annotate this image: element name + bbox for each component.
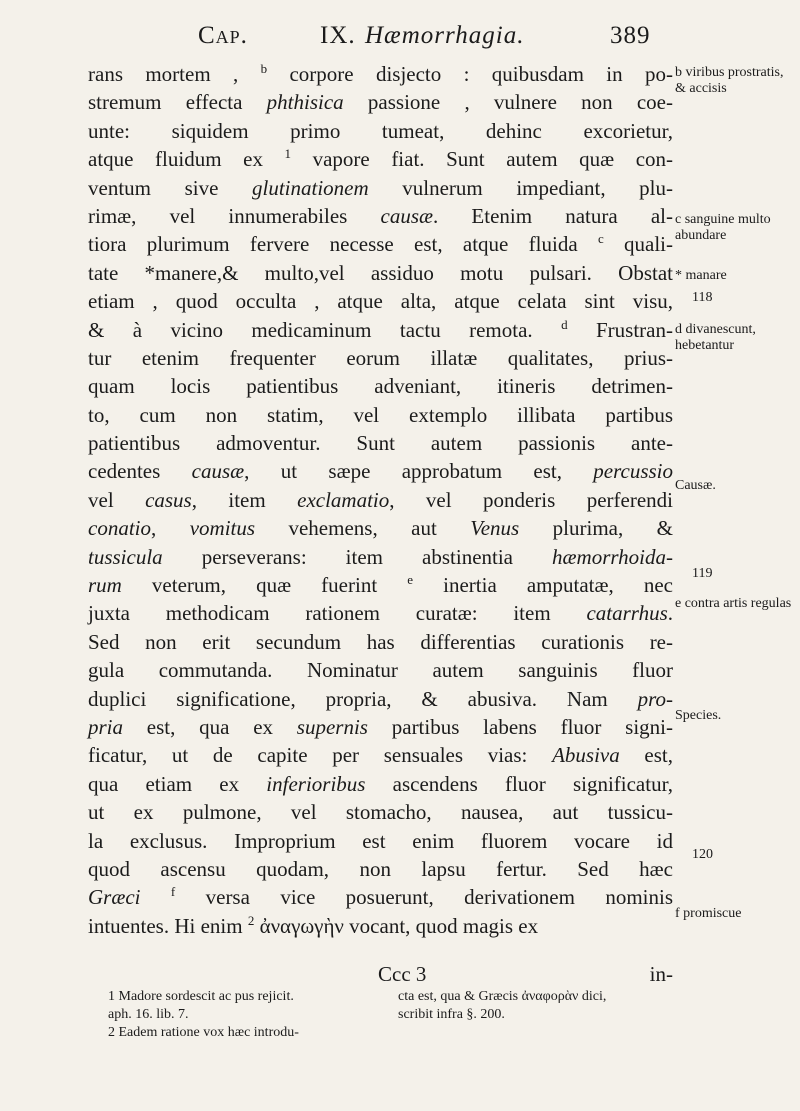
text-run: Abusiva <box>552 743 620 768</box>
text-line <box>88 60 673 88</box>
text-run: tate *manere,& multo,vel assiduo motu pulsari. Obstat <box>88 260 673 285</box>
text-run: . <box>667 601 673 626</box>
text-line <box>88 259 673 287</box>
text-run: qua etiam ex <box>88 771 267 796</box>
text-run: Græci <box>88 885 141 910</box>
text-line <box>88 457 673 485</box>
note-marker: e <box>407 572 414 588</box>
text-line <box>88 685 673 713</box>
text-run: , vel ponderis perferendi <box>389 487 673 512</box>
text-run: atque fluidum ex <box>88 147 285 172</box>
text-line <box>88 827 673 855</box>
text-line <box>88 316 673 344</box>
margin-note: c sanguine multo abundare <box>675 212 771 243</box>
text-line <box>88 174 673 202</box>
text-run: pro- <box>637 686 673 711</box>
text-line <box>88 543 673 571</box>
text-run: Venus <box>470 516 520 541</box>
text-run: tussicula <box>88 544 163 569</box>
main-text <box>88 60 673 940</box>
text-run: corpore disjecto : quibusdam in po- <box>267 62 673 86</box>
margin-section-number: 119 <box>692 566 713 581</box>
text-line <box>88 713 673 741</box>
text-run: vehemens, aut <box>255 516 471 541</box>
text-run <box>141 885 171 909</box>
text-run: juxta methodicam rationem curatæ: item <box>88 601 587 626</box>
text-run: patientibus admoventur. Sunt autem passionis ante- <box>88 431 673 456</box>
margin-section-number: 118 <box>692 290 713 305</box>
text-run: unte: siquidem primo tumeat, dehinc excorietur, <box>88 118 673 143</box>
text-run: veterum, quæ fuerint <box>121 573 408 598</box>
text-run: inferioribus <box>266 771 366 796</box>
text-line <box>88 514 673 542</box>
text-run: est, <box>619 743 673 768</box>
text-run: cedentes <box>88 459 192 484</box>
text-line <box>88 486 673 514</box>
text-run: catarrhus <box>586 601 668 626</box>
text-run: conatio <box>88 516 151 541</box>
margin-note: d divanescunt, hebetantur <box>675 322 756 353</box>
text-run: plurima, & <box>519 516 674 541</box>
footnote-line: cta est, qua & Græcis ἀναφορὰν dici, <box>398 989 607 1004</box>
text-run: to, cum non statim, vel extemplo illibata partibus <box>88 402 673 427</box>
running-header <box>150 18 680 54</box>
text-run: passione , vulnere non coe- <box>343 90 673 115</box>
text-line <box>88 855 673 883</box>
note-marker: 2 <box>247 912 255 928</box>
text-run: intuentes. Hi enim <box>88 913 248 938</box>
text-line <box>88 230 673 258</box>
footnotes-left-column <box>108 988 388 1042</box>
text-run: vulnerum impediant, plu- <box>368 175 673 200</box>
text-run: causæ <box>380 203 434 228</box>
text-run: , <box>151 516 190 541</box>
text-line <box>88 372 673 400</box>
text-line <box>88 344 673 372</box>
text-run: Frustran- <box>567 317 673 342</box>
text-run: etiam , quod occulta , atque alta, atque celata sint visu, <box>88 289 673 314</box>
text-line <box>88 656 673 684</box>
text-run: ficatur, ut de capite per sensuales vias: <box>88 743 553 768</box>
text-run: versa vice posuerunt, derivationem nominis <box>175 885 673 910</box>
text-run: & à vicino medicaminum tactu remota. <box>88 317 562 342</box>
margin-note: f promiscue <box>675 906 742 921</box>
text-run: tiora plurimum fervere necesse est, atque fluida <box>88 232 598 257</box>
text-run: est, qua ex <box>123 714 297 739</box>
text-line <box>88 599 673 627</box>
text-run: percussio <box>593 459 674 484</box>
margin-note: b viribus prostratis, & accisis <box>675 65 784 96</box>
text-run: supernis <box>296 714 368 739</box>
catchword: in- <box>649 962 673 986</box>
text-run: rimæ, vel innumerabiles <box>88 203 381 228</box>
text-run: rans mortem , <box>88 62 261 86</box>
text-line <box>88 628 673 656</box>
text-run: pria <box>88 714 124 739</box>
text-line <box>88 429 673 457</box>
text-line <box>88 741 673 769</box>
text-line <box>88 912 673 940</box>
footnote-line: aph. 16. lib. 7. <box>108 1007 189 1022</box>
footnote-line: 1 Madore sordescit ac pus rejicit. <box>108 989 294 1004</box>
text-run: glutinationem <box>252 175 369 200</box>
text-run: quam locis patientibus adveniant, itineris detrimen- <box>88 374 673 399</box>
footnotes-right-column <box>398 988 678 1024</box>
text-line <box>88 883 673 911</box>
text-line <box>88 88 673 116</box>
text-run: ἀναγωγὴν vocant, quod magis ex <box>254 913 539 938</box>
margin-section-number: 120 <box>692 847 713 862</box>
text-run: gula commutanda. Nominatur autem sanguinis fluor <box>88 658 673 683</box>
text-run: quali- <box>603 232 674 257</box>
text-run: Sed non erit secundum has differentias curationis re- <box>88 629 673 654</box>
note-marker: 1 <box>284 146 292 162</box>
note-marker: d <box>561 316 568 332</box>
text-run: phthisica <box>266 90 344 115</box>
text-line <box>88 571 673 599</box>
chapter-title: Hæmorrhagia. <box>365 22 525 49</box>
margin-note: Causæ. <box>675 478 716 493</box>
text-line <box>88 287 673 315</box>
text-run: causæ <box>191 459 245 484</box>
text-run: tur etenim frequenter eorum illatæ qualitates, prius- <box>88 345 673 370</box>
page-footer-line <box>88 962 673 990</box>
text-run: vapore fiat. Sunt autem quæ con- <box>291 147 674 172</box>
text-run: duplici significatione, propria, & abusiva. Nam <box>88 686 638 711</box>
text-run: , item <box>191 487 298 512</box>
text-run: ascendens fluor significatur, <box>365 771 673 796</box>
note-marker: c <box>597 231 604 247</box>
text-run: casus <box>145 487 192 512</box>
text-run: ut ex pulmone, vel stomacho, nausea, aut tussicu- <box>88 800 673 825</box>
text-line <box>88 798 673 826</box>
text-run: la exclusus. Improprium est enim fluorem vocare id <box>88 828 673 853</box>
margin-note: * manare <box>675 268 727 283</box>
margin-note: e contra artis regulas <box>675 596 792 611</box>
text-run: stremum effecta <box>88 90 267 115</box>
margin-note: Species. <box>675 708 722 723</box>
text-run: , ut sæpe approbatum est, <box>244 459 594 484</box>
text-line <box>88 117 673 145</box>
text-run: exclamatio <box>297 487 390 512</box>
text-line <box>88 401 673 429</box>
text-run: vel <box>88 487 146 512</box>
text-run: ventum sive <box>88 175 252 200</box>
text-run: partibus labens fluor signi- <box>367 714 673 739</box>
chapter-number: IX. <box>320 22 356 49</box>
page-number: 389 <box>610 22 651 49</box>
text-run: hæmorrhoida- <box>552 544 673 569</box>
text-line <box>88 145 673 173</box>
chapter-label: Cap. <box>198 22 248 49</box>
text-run: inertia amputatæ, nec <box>413 573 673 598</box>
text-run: rum <box>88 573 122 598</box>
note-marker: b <box>260 61 268 76</box>
signature-mark: Ccc 3 <box>378 962 427 986</box>
text-run: quod ascensu quodam, non lapsu fertur. Sed hæc <box>88 856 673 881</box>
text-run: vomitus <box>189 516 256 541</box>
note-marker: f <box>170 884 176 900</box>
text-run: perseverans: item abstinentia <box>162 544 553 569</box>
footnote-line: scribit infra §. 200. <box>398 1007 505 1022</box>
text-line <box>88 770 673 798</box>
text-run: . Etenim natura al- <box>433 203 673 228</box>
footnote-line: 2 Eadem ratione vox hæc introdu- <box>108 1025 299 1040</box>
text-line <box>88 202 673 230</box>
